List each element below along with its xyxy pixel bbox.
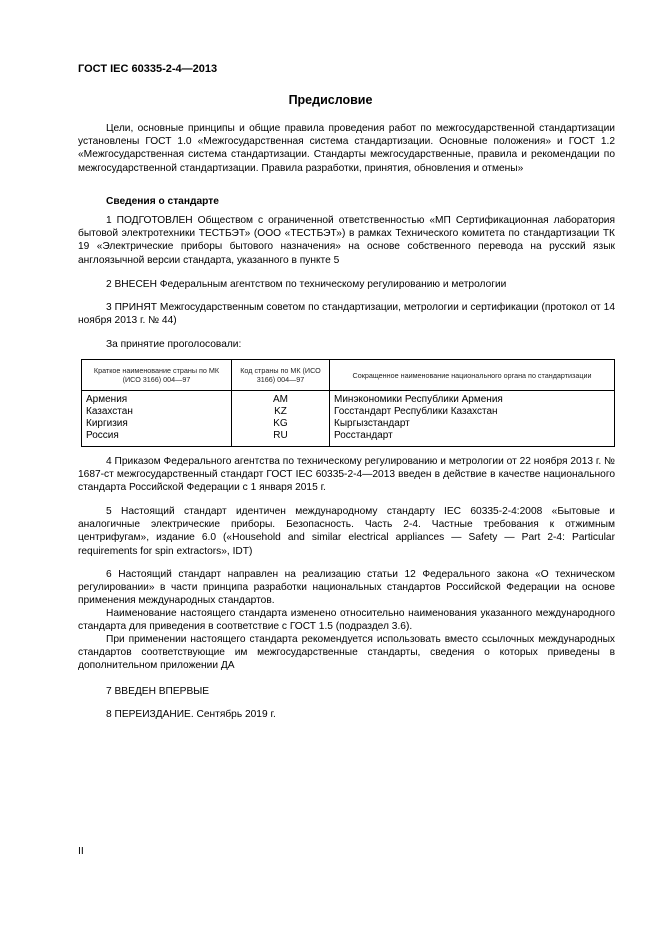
item-3-paragraph: 3 ПРИНЯТ Межгосударственным советом по стандартизации, метрологии и сертификации (протокол от 14 ноября 2013 г. № 44): [78, 302, 615, 327]
item-1-paragraph: 1 ПОДГОТОВЛЕН Обществом с ограниченной ответственностью «МП Сертификационная лаборатория бытовой электротехники ТЕСТБЭТ» (ООО «ТЕСТБЭТ») в рамках Технического комитета по стандартизации ТК 19 «Электрические приборы бытового назначения» на основе собственного перевода на русский язык англоязычной версии стандарта, указанного в пункте 5: [78, 215, 615, 266]
column-header-code: Код страны по МК (ИСО 3166) 004—97: [232, 360, 330, 391]
intro-paragraph: Цели, основные принципы и общие правила проведения работ по межгосударственной стандартизации установлены ГОСТ 1.0 «Межгосударственная система стандартизации. Основные положения» и ГОСТ 1.2 «Межгосударственная система стандартизации. Стандарты межгосударственные, правила и рекомендации по межгосударственной стандартизации. Правила разработки, принятия, обновления и отмены»: [78, 123, 615, 174]
code-cell: KZ: [232, 406, 330, 418]
item-4-paragraph: 4 Приказом Федерального агентства по техническому регулированию и метрологии от 22 ноября 2013 г. № 1687-ст межгосударственный стандарт ГОСТ IEC 60335-2-4—2013 введен в действие в качестве национального стандарта Российской Федерации с 1 января 2015 г.: [78, 456, 615, 494]
column-header-body: Сокращенное наименование национального органа по стандартизации: [330, 360, 615, 391]
table-row: [82, 430, 615, 447]
voting-table: [81, 359, 615, 447]
country-cell: Киргизия: [82, 418, 232, 430]
page-title: Предисловие: [288, 93, 373, 107]
vote-intro: За принятие проголосовали:: [106, 339, 242, 350]
body-cell: Кыргызстандарт: [330, 418, 615, 430]
code-cell: RU: [232, 430, 330, 447]
item-6-name-paragraph: Наименование настоящего стандарта изменено относительно наименования указанного международного стандарта для приведения в соответствие с ГОСТ 1.5 (подраздел 3.6).: [78, 608, 615, 633]
body-cell: Госстандарт Республики Казахстан: [330, 406, 615, 418]
section-subtitle: Сведения о стандарте: [106, 196, 219, 207]
country-cell: Россия: [82, 430, 232, 447]
code-cell: AM: [232, 391, 330, 407]
body-cell: Минэкономики Республики Армения: [330, 391, 615, 407]
item-2-paragraph: 2 ВНЕСЕН Федеральным агентством по техническому регулированию и метрологии: [106, 279, 507, 290]
country-cell: Армения: [82, 391, 232, 407]
item-7-paragraph: 7 ВВЕДЕН ВПЕРВЫЕ: [106, 686, 210, 697]
page-number: II: [78, 845, 84, 857]
table-row: [82, 406, 615, 418]
item-6-usage-paragraph: При применении настоящего стандарта рекомендуется использовать вместо ссылочных международных стандартов соответствующие им межгосударственные стандарты, сведения о которых приведены в дополнительном приложении ДА: [78, 634, 615, 672]
body-cell: Росстандарт: [330, 430, 615, 447]
table-row: [82, 418, 615, 430]
country-cell: Казахстан: [82, 406, 232, 418]
document-header: ГОСТ IEC 60335-2-4—2013: [78, 63, 218, 75]
item-8-paragraph: 8 ПЕРЕИЗДАНИЕ. Сентябрь 2019 г.: [106, 709, 276, 720]
item-6-paragraph: 6 Настоящий стандарт направлен на реализацию статьи 12 Федерального закона «О техническом регулировании» в части принципа разработки национальных стандартов Российской Федерации на основе применения международных стандартов.: [78, 569, 615, 607]
column-header-country: Краткое наименование страны по МК (ИСО 3166) 004—97: [82, 360, 232, 391]
table-row: [82, 391, 615, 407]
code-cell: KG: [232, 418, 330, 430]
table-header-row: [82, 360, 615, 391]
item-5-paragraph: 5 Настоящий стандарт идентичен международному стандарту IEC 60335-2-4:2008 «Бытовые и аналогичные электрические приборы. Безопасность. Часть 2-4. Частные требования к отжимным центрифугам», издание 6.0 («Household and similar electrical appliances — Safety — Part 2-4: Particular requirements for spin extractors», IDT): [78, 506, 615, 557]
